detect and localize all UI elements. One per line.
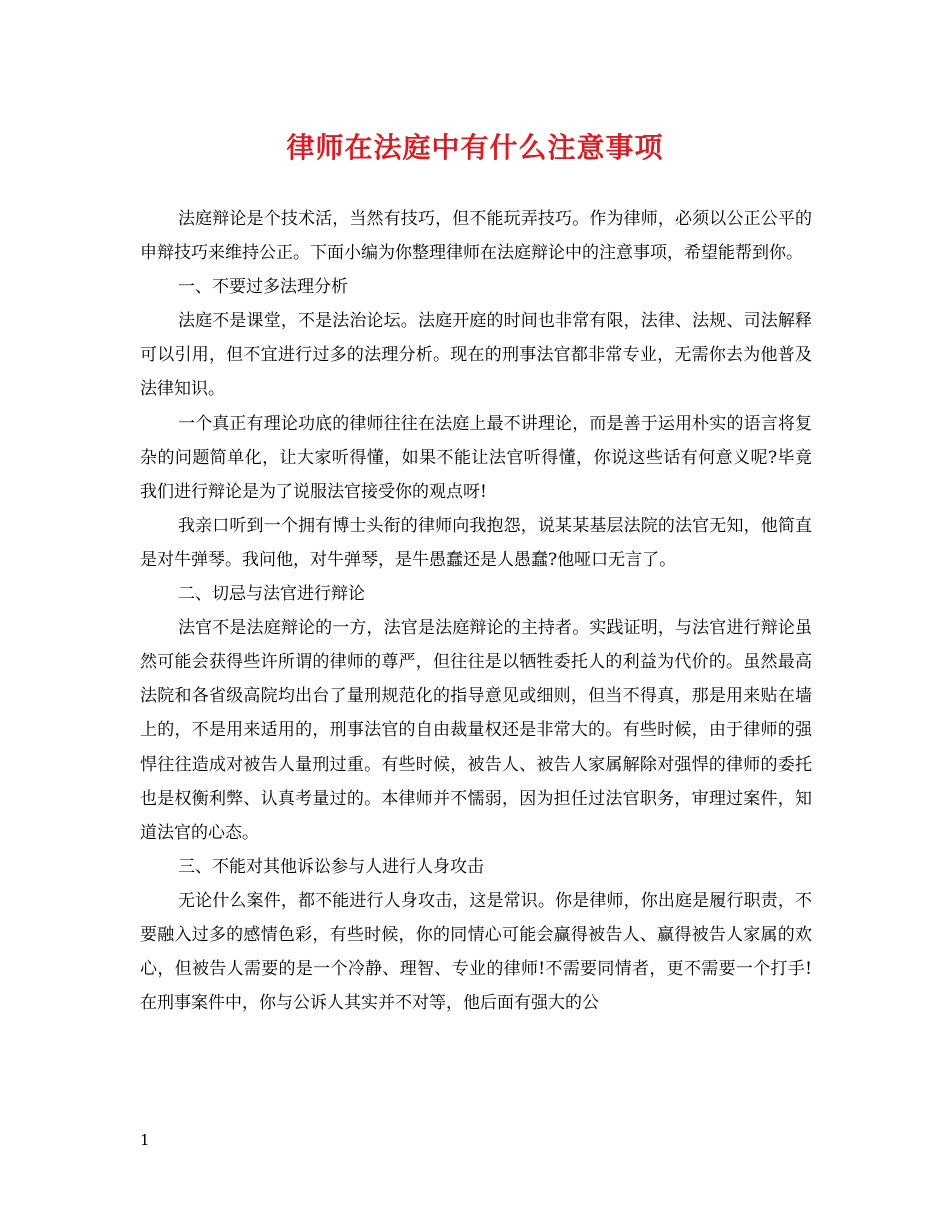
body-paragraph: 无论什么案件，都不能进行人身攻击，这是常识。你是律师，你出庭是履行职责，不要融入过多的感情色彩，有些时候，你的同情心可能会赢得被告人、赢得被告人家属的欢心，但被告人需要的是一个冷静、理智、专业的律师!不需要同情者，更不需要一个打手!在刑事案件中，你与公诉人其实并不对等，他后面有强大的公 xyxy=(140,890,812,1014)
document-body xyxy=(140,202,812,1020)
page-title: 律师在法庭中有什么注意事项 xyxy=(286,131,664,164)
body-paragraph: 我亲口听到一个拥有博士头衔的律师向我抱怨，说某某基层法院的法官无知，他简直是对牛弹琴。我问他，对牛弹琴，是牛愚蠢还是人愚蠢?他哑口无言了。 xyxy=(140,515,812,570)
section-heading-3: 三、不能对其他诉讼参与人进行人身攻击 xyxy=(178,856,484,877)
body-paragraph: 法庭不是课堂，不是法治论坛。法庭开庭的时间也非常有限，法律、法规、司法解释可以引用，但不宜进行过多的法理分析。现在的刑事法官都非常专业，无需你去为他普及法律知识。 xyxy=(140,311,812,400)
section-heading-1: 一、不要过多法理分析 xyxy=(178,277,348,298)
page-number: 1 xyxy=(140,1131,150,1149)
intro-paragraph: 法庭辩论是个技术活，当然有技巧，但不能玩弄技巧。作为律师，必须以公正公平的申辩技巧来维持公正。下面小编为你整理律师在法庭辩论中的注意事项，希望能帮到你。 xyxy=(140,209,812,264)
section-heading-2: 二、切忌与法官进行辩论 xyxy=(178,584,365,605)
body-paragraph: 法官不是法庭辩论的一方，法官是法庭辩论的主持者。实践证明，与法官进行辩论虽然可能会获得些许所谓的律师的尊严，但往往是以牺牲委托人的利益为代价的。虽然最高法院和各省级高院均出台了量刑规范化的指导意见或细则，但当不得真，那是用来贴在墙上的，不是用来适用的，刑事法官的自由裁量权还是非常大的。有些时候，由于律师的强悍往往造成对被告人量刑过重。有些时候，被告人、被告人家属解除对强悍的律师的委托也是权衡利弊、认真考量过的。本律师并不懦弱，因为担任过法官职务，审理过案件，知道法官的心态。 xyxy=(140,618,812,843)
body-paragraph: 一个真正有理论功底的律师往往在法庭上最不讲理论，而是善于运用朴实的语言将复杂的问题简单化，让大家听得懂，如果不能让法官听得懂，你说这些话有何意义呢?毕竟我们进行辩论是为了说服法官接受你的观点呀! xyxy=(140,413,812,502)
